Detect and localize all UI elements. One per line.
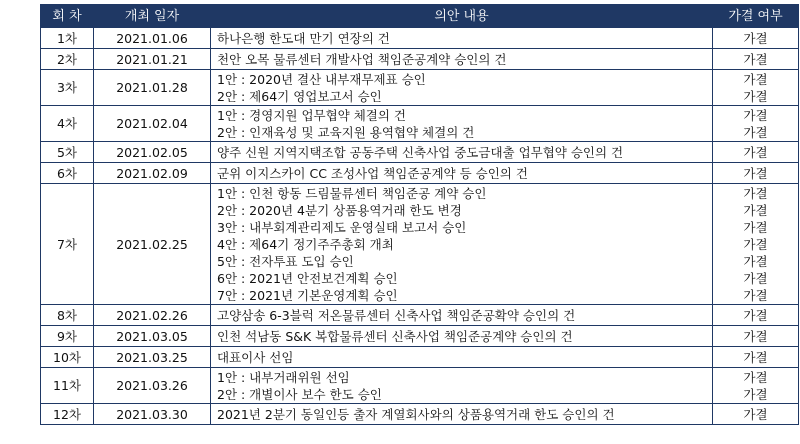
agenda-cell (211, 70, 713, 106)
table-row (41, 49, 799, 70)
agenda-item: 대표이사 선임 (217, 349, 294, 365)
result-value: 가결 (743, 219, 768, 235)
session-cell: 1차 (41, 28, 94, 49)
result-value: 가결 (743, 202, 768, 218)
agenda-item: 6안 : 2021년 안전보건계획 승인 (217, 270, 398, 286)
result-value: 가결 (743, 328, 768, 344)
result-value: 가결 (743, 185, 768, 201)
date-cell: 2021.03.05 (94, 326, 211, 347)
result-value: 가결 (743, 144, 768, 160)
date-cell: 2021.03.26 (94, 368, 211, 404)
table-row (41, 305, 799, 326)
agenda-item: 양주 신원 지역지택조합 공동주택 신축사업 중도금대출 업무협약 승인의 건 (217, 144, 624, 160)
date-cell: 2021.03.30 (94, 404, 211, 425)
agenda-item: 7안 : 2021년 기본운영계획 승인 (217, 287, 398, 303)
table-row (41, 347, 799, 368)
result-value: 가결 (743, 124, 768, 140)
session-cell: 8차 (41, 305, 94, 326)
agenda-cell (211, 326, 713, 347)
result-cell (713, 184, 799, 305)
session-cell: 9차 (41, 326, 94, 347)
result-cell (713, 326, 799, 347)
result-value: 가결 (743, 107, 768, 123)
result-cell (713, 49, 799, 70)
agenda-item: 4안 : 제64기 정기주주총회 개최 (217, 236, 394, 252)
result-value: 가결 (743, 253, 768, 269)
agenda-cell (211, 49, 713, 70)
result-cell (713, 28, 799, 49)
date-cell: 2021.03.25 (94, 347, 211, 368)
result-value: 가결 (743, 30, 768, 46)
agenda-item: 2021년 2분기 동일인등 출자 계열회사와의 상품용역거래 한도 승인의 건 (217, 406, 615, 422)
session-cell: 12차 (41, 404, 94, 425)
header-row (41, 5, 799, 28)
session-cell: 2차 (41, 49, 94, 70)
table-row (41, 404, 799, 425)
agenda-cell (211, 142, 713, 163)
result-cell (713, 305, 799, 326)
result-cell (713, 404, 799, 425)
agenda-cell (211, 368, 713, 404)
date-cell: 2021.01.21 (94, 49, 211, 70)
agenda-item: 인천 석남동 S&K 복합물류센터 신축사업 책임준공계약 승인의 건 (217, 328, 573, 344)
header-date: 개최 일자 (94, 5, 211, 28)
session-cell: 3차 (41, 70, 94, 106)
result-cell (713, 163, 799, 184)
date-cell: 2021.02.09 (94, 163, 211, 184)
result-value: 가결 (743, 369, 768, 385)
agenda-item: 고양삼송 6-3블럭 저온물류센터 신축사업 책임준공확약 승인의 건 (217, 307, 576, 323)
result-cell (713, 347, 799, 368)
table-row (41, 368, 799, 404)
table-row (41, 163, 799, 184)
agenda-item: 1안 : 경영지원 업무협약 체결의 건 (217, 107, 407, 123)
result-cell (713, 368, 799, 404)
agenda-item: 군위 이지스카이 CC 조성사업 책임준공계약 등 승인의 건 (217, 165, 528, 181)
agenda-item: 1안 : 내부거래위원 선임 (217, 369, 350, 385)
agenda-item: 2안 : 제64기 영업보고서 승인 (217, 88, 382, 104)
result-value: 가결 (743, 406, 768, 422)
result-value: 가결 (743, 51, 768, 67)
session-cell: 6차 (41, 163, 94, 184)
date-cell: 2021.02.04 (94, 106, 211, 142)
agenda-item: 3안 : 내부회계관리제도 운영실태 보고서 승인 (217, 219, 467, 235)
date-cell: 2021.02.25 (94, 184, 211, 305)
agenda-item: 2안 : 2020년 4분기 상품용역거래 한도 변경 (217, 202, 462, 218)
agenda-item: 천안 오목 물류센터 개발사업 책임준공계약 승인의 건 (217, 51, 507, 67)
agenda-cell (211, 163, 713, 184)
header-session: 회 차 (41, 5, 94, 28)
result-value: 가결 (743, 236, 768, 252)
result-value: 가결 (743, 165, 768, 181)
agenda-cell (211, 184, 713, 305)
date-cell: 2021.02.05 (94, 142, 211, 163)
date-cell: 2021.01.06 (94, 28, 211, 49)
date-cell: 2021.02.26 (94, 305, 211, 326)
agenda-item: 하나은행 한도대 만기 연장의 건 (217, 30, 390, 46)
agenda-item: 1안 : 2020년 결산 내부재무제표 승인 (217, 71, 426, 87)
agenda-item: 2안 : 인재육성 및 교육지원 용역협약 체결의 건 (217, 124, 475, 140)
agenda-item: 5안 : 전자투표 도입 승인 (217, 253, 354, 269)
table-row (41, 184, 799, 305)
result-value: 가결 (743, 349, 768, 365)
result-value: 가결 (743, 287, 768, 303)
agenda-cell (211, 404, 713, 425)
header-result: 가결 여부 (713, 5, 799, 28)
agenda-cell (211, 347, 713, 368)
session-cell: 4차 (41, 106, 94, 142)
table-row (41, 106, 799, 142)
agenda-cell (211, 305, 713, 326)
table-row (41, 70, 799, 106)
agenda-item: 2안 : 개별이사 보수 한도 승인 (217, 386, 382, 402)
session-cell: 5차 (41, 142, 94, 163)
result-cell (713, 106, 799, 142)
table-row (41, 142, 799, 163)
session-cell: 11차 (41, 368, 94, 404)
table-body (41, 28, 799, 425)
table-row (41, 326, 799, 347)
date-cell: 2021.01.28 (94, 70, 211, 106)
header-agenda: 의안 내용 (211, 5, 713, 28)
session-cell: 7차 (41, 184, 94, 305)
board-resolutions-table (40, 4, 799, 425)
result-value: 가결 (743, 71, 768, 87)
agenda-item: 1안 : 인천 항동 드림물류센터 책임준공 계약 승인 (217, 185, 487, 201)
result-value: 가결 (743, 270, 768, 286)
agenda-cell (211, 106, 713, 142)
result-value: 가결 (743, 307, 768, 323)
result-cell (713, 70, 799, 106)
result-value: 가결 (743, 386, 768, 402)
table-header (41, 5, 799, 28)
result-cell (713, 142, 799, 163)
result-value: 가결 (743, 88, 768, 104)
table-row (41, 28, 799, 49)
agenda-cell (211, 28, 713, 49)
session-cell: 10차 (41, 347, 94, 368)
